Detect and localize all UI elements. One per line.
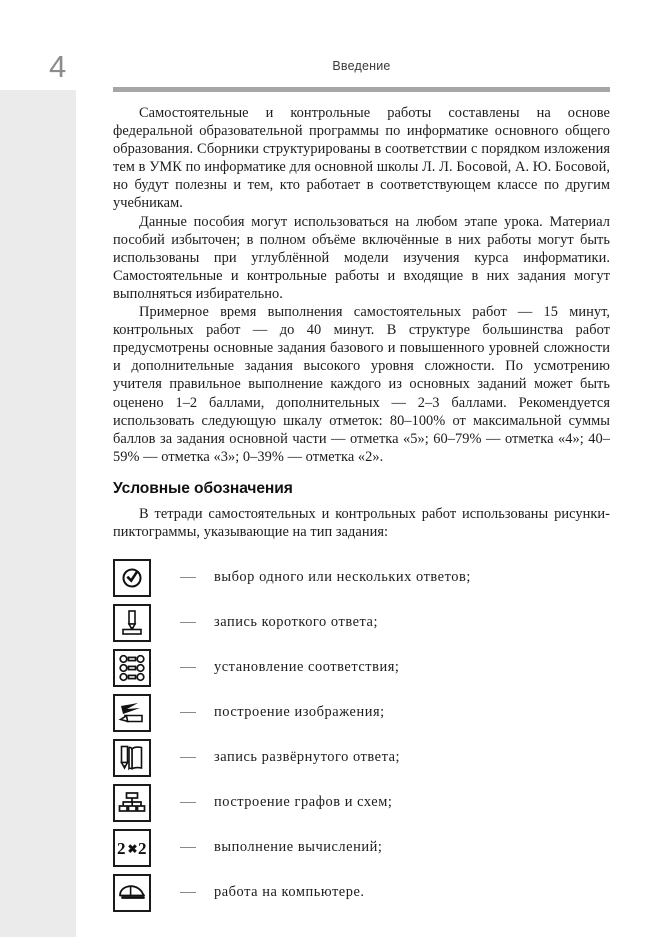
page-header	[0, 50, 650, 90]
list-item	[113, 870, 610, 915]
section-heading: Условные обозначения	[113, 479, 293, 497]
list-item	[113, 780, 610, 825]
matching-pairs-icon	[113, 649, 151, 687]
svg-text:2: 2	[138, 838, 147, 858]
section-lead-paragraph: В тетради самостоятельных и контрольных работ использованы рисунки-пиктограммы, указывающие на тип задания:	[113, 505, 610, 540]
list-item	[113, 555, 610, 600]
legend-list	[113, 555, 610, 915]
paragraph-2: Данные пособия могут использоваться на любом этапе урока. Материал пособий избыточен; в полном объёме включённые в них работы могут быть использованы при углублённой модели изучения курса информатики. Самостоятельные и контрольные работы и входящие в них задания могут выполняться избирательно.	[113, 213, 610, 302]
dash-separator	[180, 892, 196, 894]
running-title: Введение	[332, 59, 391, 73]
paragraph-3: Примерное время выполнения самостоятельных работ — 15 минут, контрольных работ — до 40 минут. В структуре большинства работ предусмотрены основные задания базового и повышенного уровней сложности и дополнительные задания высокого уровня сложности. По усмотрению учителя правильное выполнение каждого из основных заданий может быть оценено 1–2 баллами, дополнительных — 2–3 баллами. Рекомендуется использовать следующую шкалу отметок: 80–100% от максимальной суммы баллов за задания основной части — отметка «5»; 60–79% — отметка «4»; 40–59% — отметка «3»; 0–39% — отметка «2».	[113, 304, 610, 465]
dash-separator	[180, 712, 196, 714]
legend-item-label: выбор одного или нескольких ответов;	[214, 569, 471, 586]
graph-scheme-icon	[113, 784, 151, 822]
text-column	[113, 104, 610, 915]
dash-separator	[180, 667, 196, 669]
header-rule	[113, 87, 610, 92]
page-gutter-block	[0, 90, 76, 937]
pencil-short-answer-icon	[113, 604, 151, 642]
list-item	[113, 735, 610, 780]
legend-item-label: построение изображения;	[214, 704, 385, 721]
computer-mouse-icon	[113, 874, 151, 912]
legend-item-label: запись развёрнутого ответа;	[214, 749, 401, 766]
paragraph-1: Самостоятельные и контрольные работы составлены на основе федеральной образовательной программы по информатике основного общего образования. Сборники структурированы в соответствии с порядком изложения тем в УМК по информатике для основной школы Л. Л. Босовой, А. Ю. Босовой, но будут полезны и тем, кто работает в соответствующем классе по другим учебникам.	[113, 105, 610, 212]
dash-separator	[180, 622, 196, 624]
dash-separator	[180, 802, 196, 804]
list-item	[113, 600, 610, 645]
legend-item-label: запись короткого ответа;	[214, 614, 379, 631]
two-times-two-icon	[113, 829, 151, 867]
dash-separator	[180, 757, 196, 759]
pencil-open-book-icon	[113, 739, 151, 777]
list-item	[113, 645, 610, 690]
pencil-drawing-icon	[113, 694, 151, 732]
legend-item-label: построение графов и схем;	[214, 794, 393, 811]
check-in-circle-icon	[113, 559, 151, 597]
page-number: 4	[49, 49, 67, 84]
dash-separator	[180, 577, 196, 579]
legend-item-label: установление соответствия;	[214, 659, 400, 676]
list-item	[113, 825, 610, 870]
svg-text:✖: ✖	[127, 841, 138, 856]
dash-separator	[180, 847, 196, 849]
list-item	[113, 690, 610, 735]
legend-item-label: выполнение вычислений;	[214, 839, 383, 856]
svg-text:2: 2	[117, 838, 126, 858]
legend-item-label: работа на компьютере.	[214, 884, 365, 901]
